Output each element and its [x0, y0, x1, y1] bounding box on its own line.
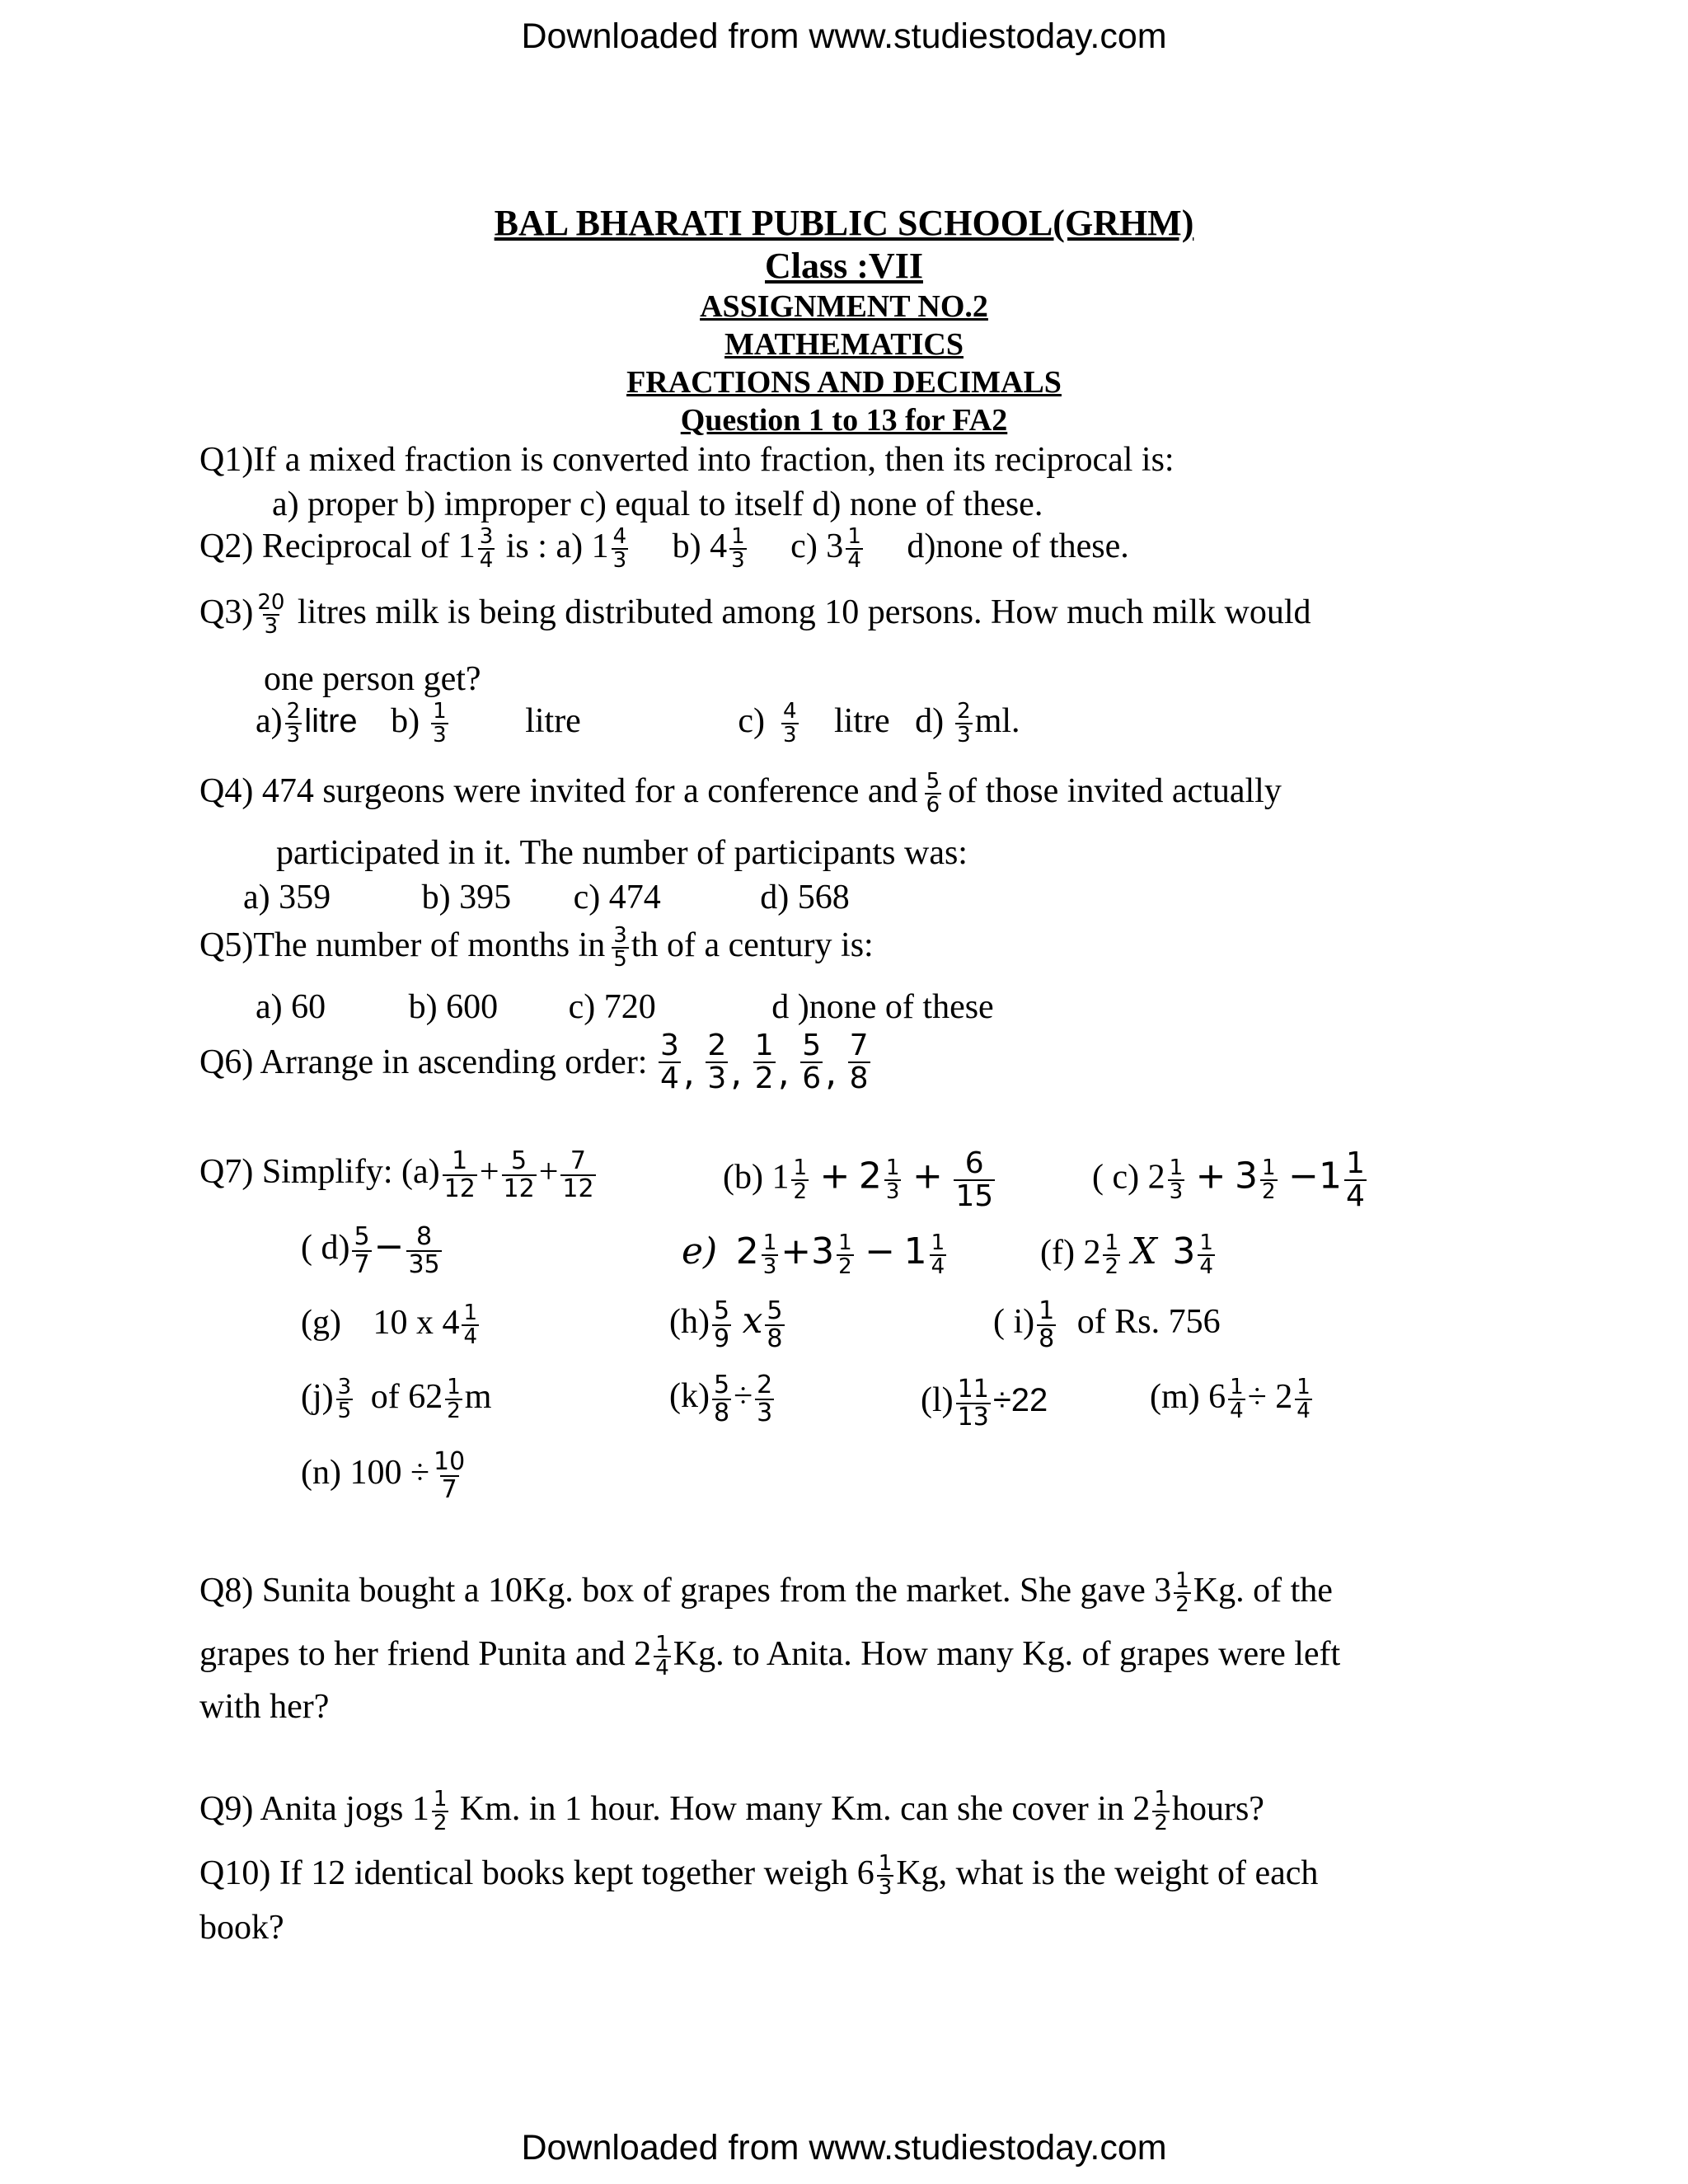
- q3-text2: one person get?: [264, 660, 481, 698]
- fraction: $\frac{2}{3}$: [286, 699, 301, 748]
- q7-g: [301, 1302, 481, 1349]
- fraction: $\frac{1}{2}$: [1154, 1787, 1168, 1836]
- q7-g-label: (g): [301, 1303, 341, 1342]
- fraction: $\frac{8}{35}$: [408, 1222, 440, 1279]
- q3-option-a: a): [256, 701, 283, 740]
- q7-m: [1150, 1376, 1315, 1423]
- fraction: $\frac{2}{3}$: [707, 1029, 727, 1095]
- divide-sign: ÷ 2: [1247, 1377, 1293, 1416]
- plus: +: [781, 1230, 812, 1272]
- fraction: $\frac{1}{3}$: [878, 1851, 893, 1900]
- fraction: $\frac{10}{7}$: [434, 1447, 466, 1504]
- q7-c: [1092, 1148, 1369, 1212]
- q7-label: Q7) Simplify: (a): [199, 1153, 440, 1192]
- q7-j-text: of 62: [370, 1377, 443, 1416]
- q7-e: [682, 1232, 949, 1279]
- q10-text-b: Kg, what is the weight of each: [896, 1854, 1319, 1892]
- q8-line3: with her?: [199, 1688, 330, 1726]
- q1-options: a) proper b) improper c) equal to itself d) none of these.: [272, 485, 1043, 523]
- q4-option-b: b) 395: [421, 879, 512, 916]
- q3-option-d-unit: ml.: [974, 701, 1020, 740]
- q8-text-d: Kg. to Anita. How many Kg. of grapes were left: [673, 1634, 1341, 1673]
- q8-text-b: Kg. of the: [1193, 1571, 1333, 1610]
- watermark-bottom: Downloaded from www.studiestoday.com: [521, 2128, 1167, 2168]
- minus: −: [865, 1230, 896, 1272]
- fraction: $\frac{5}{6}$: [926, 769, 940, 818]
- q3-line: [199, 592, 1311, 639]
- q3-option-c-unit: litre: [834, 701, 890, 740]
- q4-option-a: a) 359: [243, 879, 331, 916]
- separator: ,: [825, 1052, 837, 1094]
- fraction: $\frac{5}{8}$: [713, 1371, 730, 1427]
- fraction: $\frac{1}{3}$: [731, 524, 745, 574]
- q10-line2: book?: [199, 1909, 284, 1947]
- plus: +: [819, 1155, 851, 1197]
- fraction: $\frac{1}{2}$: [1175, 1568, 1189, 1618]
- fraction: $\frac{7}{12}$: [562, 1146, 594, 1203]
- q4-line: [199, 771, 1282, 818]
- q7-i-text: of Rs. 756: [1076, 1303, 1221, 1342]
- multiply-sign: X: [1131, 1230, 1157, 1272]
- q4-text-b: of those invited actually: [948, 771, 1282, 810]
- q3-label: Q3): [199, 593, 254, 631]
- q5-options: [256, 990, 994, 1024]
- assignment-title: ASSIGNMENT NO.2: [700, 289, 988, 324]
- q9-text-c: hours?: [1171, 1789, 1264, 1828]
- fraction: $\frac{1}{2}$: [1104, 1230, 1119, 1280]
- q9-text-b: Km. in 1 hour. How many Km. can she cover in 2: [451, 1789, 1151, 1828]
- q7-i: [993, 1298, 1221, 1352]
- q7-l: [921, 1376, 1048, 1430]
- q7-n: [301, 1449, 469, 1502]
- plus: +: [1195, 1155, 1226, 1197]
- q7-i-label: ( i): [993, 1303, 1035, 1342]
- q10-text-a: Q10) If 12 identical books kept together weigh 6: [199, 1854, 874, 1892]
- q5-option-c: c) 720: [568, 988, 656, 1026]
- q8-line2: [199, 1633, 1340, 1680]
- q7-j-label: (j): [301, 1377, 334, 1416]
- q7-j-unit: m: [464, 1377, 492, 1416]
- fraction: $\frac{1}{4}$: [1230, 1375, 1244, 1424]
- fraction: $\frac{2}{3}$: [757, 1371, 773, 1427]
- q4-option-d: d) 568: [760, 879, 850, 916]
- fraction: $\frac{4}{3}$: [612, 524, 627, 574]
- whole-number: 1: [1318, 1155, 1342, 1197]
- q3-text: litres milk is being distributed among 10 persons. How much milk would: [297, 593, 1311, 631]
- multiply-sign: x: [742, 1300, 763, 1343]
- q7-n-label: (n) 100 ÷: [301, 1454, 430, 1493]
- separator: ,: [682, 1052, 695, 1094]
- q5-text: Q5)The number of months in: [199, 926, 606, 964]
- fraction: $\frac{1}{4}$: [1345, 1146, 1365, 1213]
- whole-number: 2: [735, 1230, 759, 1272]
- watermark-top: Downloaded from www.studiestoday.com: [521, 16, 1167, 56]
- q7-l-text: ÷22: [992, 1382, 1048, 1419]
- fraction: $\frac{5}{8}$: [767, 1296, 783, 1353]
- q4-option-c: c) 474: [573, 879, 661, 916]
- fraction: $\frac{1}{2}$: [433, 1787, 448, 1836]
- fraction: $\frac{3}{4}$: [479, 524, 494, 574]
- fraction: $\frac{1}{2}$: [838, 1230, 852, 1280]
- fraction: $\frac{1}{4}$: [463, 1301, 478, 1350]
- q4-text2: participated in it. The number of participants was:: [276, 834, 968, 872]
- q8-text-a: Q8) Sunita bought a 10Kg. box of grapes from the market. She gave 3: [199, 1571, 1172, 1610]
- fraction: $\frac{20}{3}$: [257, 590, 285, 640]
- q7-g-text: 10 x 4: [373, 1303, 460, 1342]
- subject-title: MATHEMATICS: [724, 327, 964, 362]
- minus: −: [373, 1226, 405, 1268]
- q9-text-a: Q9) Anita jogs 1: [199, 1789, 429, 1828]
- fraction: $\frac{2}{3}$: [957, 699, 971, 748]
- fraction: $\frac{5}{7}$: [354, 1222, 370, 1279]
- fraction: $\frac{5}{9}$: [713, 1296, 730, 1353]
- whole-number: 3: [1235, 1155, 1259, 1197]
- fraction: $\frac{1}{4}$: [931, 1230, 945, 1280]
- q7-c-label: ( c) 2: [1092, 1158, 1165, 1197]
- q3-option-b-unit: litre: [525, 701, 581, 740]
- q7-h: [669, 1298, 787, 1352]
- q9-line: [199, 1788, 1264, 1835]
- fraction: $\frac{4}{3}$: [782, 699, 797, 748]
- q7-j: [301, 1376, 491, 1423]
- q7-row1-left: [199, 1148, 598, 1202]
- q7-f: [1040, 1232, 1217, 1279]
- q7-k: [669, 1372, 776, 1426]
- fraction: $\frac{5}{12}$: [503, 1146, 535, 1203]
- fraction: $\frac{1}{8}$: [1039, 1296, 1055, 1353]
- fraction: $\frac{1}{4}$: [1296, 1375, 1311, 1424]
- fraction: $\frac{1}{2}$: [754, 1029, 774, 1095]
- fraction: $\frac{1}{3}$: [885, 1155, 900, 1204]
- q4-options: [243, 880, 850, 915]
- q10-line1: [199, 1853, 1318, 1900]
- q5-line: [199, 925, 874, 972]
- q4-text: Q4) 474 surgeons were invited for a conference and: [199, 771, 918, 810]
- fraction: $\frac{6}{15}$: [955, 1146, 994, 1213]
- fraction: $\frac{5}{6}$: [802, 1029, 822, 1095]
- q6-line: [199, 1030, 873, 1094]
- fraction: $\frac{1}{4}$: [847, 524, 861, 574]
- q2-option-d: d)none of these.: [907, 527, 1129, 565]
- q7-k-label: (k): [669, 1377, 710, 1416]
- fraction: $\frac{1}{12}$: [443, 1146, 476, 1203]
- fraction: $\frac{1}{2}$: [1262, 1155, 1276, 1204]
- divide-sign: ÷: [734, 1377, 753, 1416]
- plus: +: [912, 1155, 943, 1197]
- minus: −: [1288, 1155, 1319, 1197]
- q7-e-label: e): [682, 1230, 718, 1272]
- fraction: $\frac{7}{8}$: [849, 1029, 869, 1095]
- topic-title: FRACTIONS AND DECIMALS: [626, 365, 1062, 400]
- q3-option-a-unit: litre: [304, 702, 358, 739]
- q5-text-b: th of a century is:: [631, 926, 874, 964]
- whole-number: 3: [811, 1230, 835, 1272]
- fraction: $\frac{3}{5}$: [613, 923, 627, 972]
- q3-option-c: c): [738, 701, 765, 740]
- q7-d: [301, 1224, 444, 1277]
- whole-number: 2: [858, 1155, 882, 1197]
- class-title: Class :VII: [765, 246, 923, 286]
- whole-number: 1: [903, 1230, 927, 1272]
- q3-options: [256, 701, 1020, 748]
- fraction: $\frac{3}{5}$: [337, 1375, 352, 1424]
- fraction: $\frac{1}{2}$: [793, 1155, 808, 1204]
- fraction: $\frac{1}{3}$: [433, 699, 447, 748]
- school-name: BAL BHARATI PUBLIC SCHOOL(GRHM): [494, 203, 1194, 243]
- fraction: $\frac{1}{4}$: [1199, 1230, 1213, 1280]
- q2-mid: is : a) 1: [497, 527, 609, 565]
- q5-option-b: b) 600: [408, 988, 499, 1026]
- q7-l-label: (l): [921, 1381, 954, 1420]
- q7-f-label: (f) 2: [1040, 1233, 1101, 1272]
- q8-line1: [199, 1570, 1333, 1617]
- plus: +: [479, 1153, 499, 1192]
- q7-h-label: (h): [669, 1303, 710, 1342]
- scope-title: Question 1 to 13 for FA2: [680, 403, 1008, 438]
- separator: ,: [777, 1052, 790, 1094]
- q2-option-c: c) 3: [790, 527, 844, 565]
- fraction: $\frac{3}{4}$: [659, 1029, 679, 1095]
- q1-text: Q1)If a mixed fraction is converted into fraction, then its reciprocal is:: [199, 441, 1175, 479]
- q5-option-a: a) 60: [256, 988, 326, 1026]
- fraction: $\frac{1}{2}$: [447, 1375, 461, 1424]
- fraction: $\frac{1}{4}$: [655, 1632, 669, 1681]
- q7-m-label: (m) 6: [1150, 1377, 1226, 1416]
- q2-option-b: b) 4: [672, 527, 728, 565]
- q2-line: [199, 526, 1129, 573]
- q7-b-label: (b) 1: [723, 1158, 790, 1197]
- q3-option-d: d): [915, 701, 945, 740]
- plus: +: [538, 1153, 559, 1192]
- q3-option-b: b): [391, 701, 420, 740]
- fraction: $\frac{1}{3}$: [762, 1230, 777, 1280]
- whole-number: 3: [1172, 1230, 1196, 1272]
- fraction: $\frac{1}{3}$: [1169, 1155, 1184, 1204]
- separator: ,: [730, 1052, 743, 1094]
- q2-prefix: Q2) Reciprocal of 1: [199, 527, 476, 565]
- q8-text-c: grapes to her friend Punita and 2: [199, 1634, 652, 1673]
- q5-option-d: d )none of these: [771, 988, 994, 1026]
- q6-text: Q6) Arrange in ascending order:: [199, 1043, 648, 1081]
- fraction: $\frac{11}{13}$: [957, 1375, 989, 1432]
- q7-d-label: ( d): [301, 1229, 350, 1268]
- q7-b: [723, 1148, 997, 1212]
